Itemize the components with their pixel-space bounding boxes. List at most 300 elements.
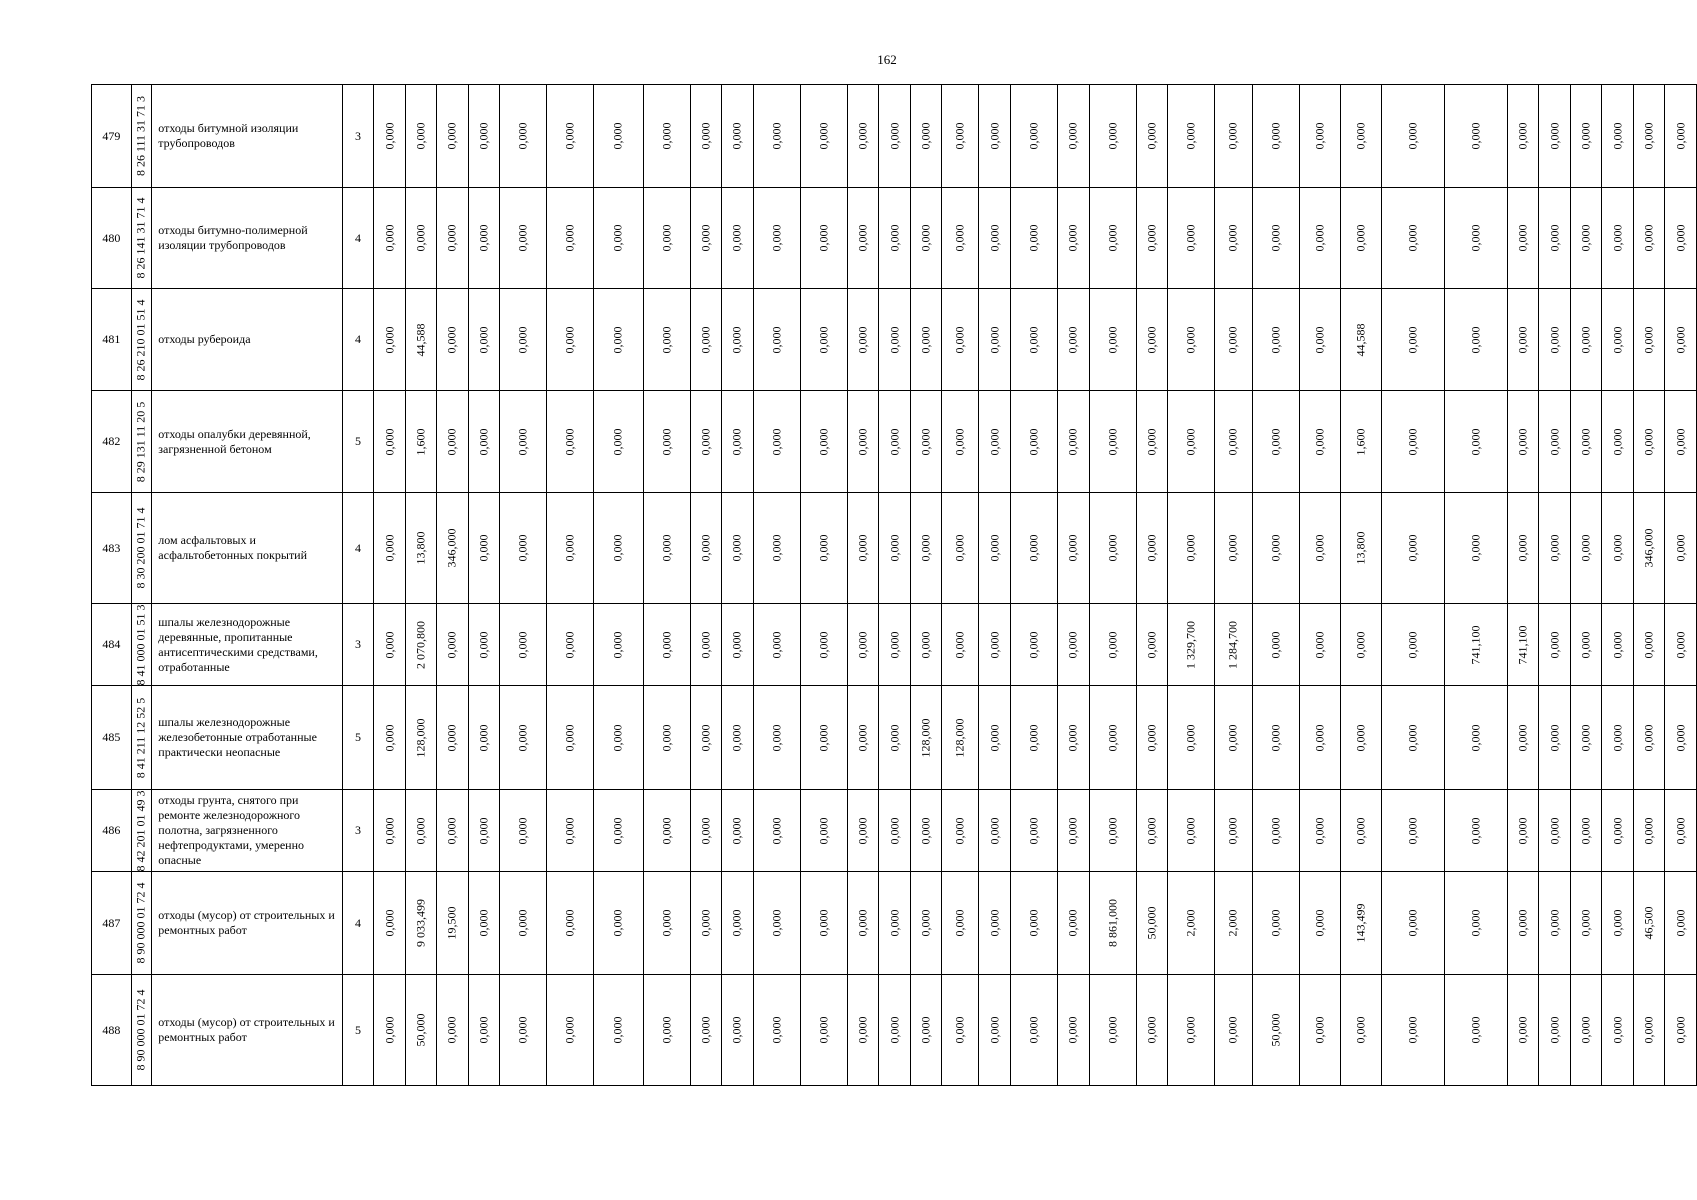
value-cell [979,686,1010,790]
value-text: 0,000 [1026,428,1041,455]
value-text: 0,000 [1547,724,1562,751]
value-text: 0,000 [1268,224,1283,252]
value-text: 0,000 [1673,326,1688,353]
value-text: 0,000 [610,122,625,150]
value-cell [1010,790,1057,872]
value-text: 0,000 [918,326,933,353]
value-cell [722,604,753,686]
value-cell [374,604,405,686]
value-text: 50,000 [1144,906,1159,940]
value-text: 0,000 [816,724,831,751]
value-cell [1299,493,1340,604]
value-cell [1445,790,1508,872]
value-text: 0,000 [769,326,784,353]
value-text: 0,000 [987,428,1002,455]
waste-code: 8 26 111 31 71 3 [133,95,148,177]
value-text: 0,000 [1515,428,1530,455]
value-text: 0,000 [1405,817,1420,844]
value-text: 0,000 [382,534,397,562]
value-text: 0,000 [1610,428,1625,455]
value-text: 0,000 [1515,724,1530,751]
value-text: 0,000 [1183,326,1198,353]
row-number: 483 [92,493,132,604]
value-text: 0,000 [887,631,901,658]
value-cell [1252,872,1299,975]
value-cell [405,391,436,493]
value-text: 0,000 [698,724,713,751]
value-text: 0,000 [1268,326,1283,353]
value-text: 0,000 [1225,817,1240,844]
value-cell [847,289,878,391]
value-text: 0,000 [1610,724,1625,751]
value-cell [547,289,594,391]
value-text: 0,000 [698,326,713,353]
value-cell [1341,975,1382,1086]
value-cell [437,289,468,391]
value-text: 0,000 [1578,224,1593,252]
row-number: 484 [92,604,132,686]
value-cell [753,790,800,872]
value-cell [1252,604,1299,686]
value-cell [1602,289,1633,391]
value-text: 0,000 [887,326,901,353]
value-text: 346,000 [444,528,459,568]
value-cell [979,188,1010,289]
value-cell [1215,872,1252,975]
value-text: 2,000 [1183,909,1198,937]
value-text: 0,000 [816,326,831,353]
value-text: 0,000 [1641,224,1656,252]
waste-code: 8 42 201 01 49 3 [133,790,148,871]
value-cell [547,391,594,493]
value-cell [1089,188,1136,289]
value-text: 0,000 [1225,224,1240,252]
value-cell [1665,872,1697,975]
value-cell [374,391,405,493]
value-cell [1252,686,1299,790]
value-text: 0,000 [444,724,459,751]
value-cell [879,289,910,391]
value-text: 0,000 [855,534,870,562]
value-text: 0,000 [1065,631,1080,658]
waste-code-cell [131,975,152,1086]
value-text: 0,000 [1578,122,1593,150]
value-text: 0,000 [1183,724,1198,751]
value-cell [800,85,847,188]
value-text: 0,000 [1105,631,1120,658]
value-text: 0,000 [855,122,870,150]
value-text: 0,000 [515,817,530,844]
value-cell [979,790,1010,872]
value-text: 0,000 [610,428,625,455]
value-text: 0,000 [1673,631,1688,658]
value-text: 0,000 [1468,817,1483,844]
value-text: 0,000 [610,724,625,751]
value-text: 0,000 [515,224,530,252]
value-text: 2 070,800 [413,620,428,669]
value-text: 0,000 [562,534,577,562]
waste-name: отходы рубероида [152,289,343,391]
row-number: 482 [92,391,132,493]
value-cell [374,289,405,391]
value-cell [1215,391,1252,493]
value-text: 0,000 [1515,817,1530,844]
value-cell [1010,686,1057,790]
table-row [92,493,1697,604]
value-text: 0,000 [987,724,1002,751]
value-cell [500,872,547,975]
table-row [92,289,1697,391]
value-text: 0,000 [918,428,933,455]
value-cell [1089,85,1136,188]
value-text: 0,000 [987,534,1002,562]
value-cell [910,872,941,975]
value-text: 0,000 [1547,122,1562,150]
value-cell [1136,686,1167,790]
value-text: 0,000 [1468,122,1483,150]
value-cell [1382,289,1445,391]
value-cell [1382,604,1445,686]
value-cell [1058,493,1089,604]
value-cell [1058,289,1089,391]
value-cell [1508,975,1539,1086]
value-cell [500,85,547,188]
value-text: 741,100 [1515,625,1530,664]
value-cell [1570,604,1601,686]
value-text: 0,000 [1225,122,1240,150]
value-text: 0,000 [769,631,784,658]
value-text: 0,000 [952,224,967,252]
value-cell [643,493,690,604]
value-cell [374,975,405,1086]
value-cell [1215,790,1252,872]
value-text: 0,000 [816,1016,831,1044]
value-text: 0,000 [476,326,491,353]
waste-code-cell [131,289,152,391]
value-cell [1382,872,1445,975]
value-text: 0,000 [887,724,901,751]
value-cell [1341,188,1382,289]
waste-name: отходы битумно-полимерной изоляции трубопроводов [152,188,343,289]
value-cell [1570,391,1601,493]
waste-code-cell [131,686,152,790]
value-cell [405,188,436,289]
row-number: 481 [92,289,132,391]
waste-name: лом асфальтовых и асфальтобетонных покрытий [152,493,343,604]
value-text: 0,000 [1641,428,1656,455]
waste-code: 8 90 000 01 72 4 [133,989,148,1071]
value-cell [643,790,690,872]
value-cell [643,289,690,391]
value-cell [1602,493,1633,604]
hazard-class: 5 [342,975,374,1086]
value-text: 0,000 [382,817,397,844]
value-cell [500,790,547,872]
value-cell [690,604,721,686]
hazard-class: 3 [342,604,374,686]
table-row [92,790,1697,872]
value-cell [468,188,499,289]
value-cell [800,872,847,975]
value-cell [1633,188,1664,289]
value-cell [1633,289,1664,391]
value-cell [1252,85,1299,188]
value-text: 0,000 [887,1016,901,1044]
value-text: 0,000 [1065,1016,1080,1044]
value-text: 0,000 [610,326,625,353]
value-cell [437,872,468,975]
value-cell [500,289,547,391]
value-text: 0,000 [1673,1016,1688,1044]
value-text: 0,000 [1026,1016,1041,1044]
value-cell [690,686,721,790]
value-cell [1136,493,1167,604]
value-text: 0,000 [1225,1016,1240,1044]
value-cell [468,604,499,686]
value-text: 0,000 [1673,817,1688,844]
value-text: 0,000 [887,122,901,150]
value-cell [1665,686,1697,790]
value-cell [1168,975,1215,1086]
value-text: 0,000 [1353,122,1368,150]
value-text: 0,000 [515,724,530,751]
value-text: 0,000 [1468,534,1483,562]
value-cell [753,604,800,686]
value-cell [374,686,405,790]
value-cell [1252,493,1299,604]
value-text: 19,500 [444,906,459,940]
value-cell [1633,790,1664,872]
value-text: 0,000 [413,817,428,844]
value-text: 9 033,499 [413,899,428,947]
value-text: 0,000 [1641,724,1656,751]
value-text: 0,000 [1578,534,1593,562]
waste-code: 8 26 141 31 71 4 [133,197,148,279]
value-text: 0,000 [816,909,831,937]
value-cell [1633,975,1664,1086]
value-text: 0,000 [1547,326,1562,353]
value-text: 0,000 [1353,631,1368,658]
value-cell [1058,188,1089,289]
value-text: 0,000 [1312,724,1327,751]
value-cell [1136,975,1167,1086]
value-cell [1058,790,1089,872]
value-text: 0,000 [382,428,397,455]
value-text: 0,000 [562,122,577,150]
value-cell [1508,493,1539,604]
value-text: 0,000 [1405,428,1420,455]
value-cell [643,686,690,790]
value-text: 0,000 [659,909,674,937]
value-cell [500,975,547,1086]
value-cell [1341,391,1382,493]
hazard-class: 3 [342,85,374,188]
value-text: 0,000 [918,224,933,252]
value-text: 0,000 [729,1016,744,1044]
value-cell [405,85,436,188]
value-cell [910,790,941,872]
value-cell [847,686,878,790]
value-cell [942,188,979,289]
value-cell [800,790,847,872]
table-row [92,686,1697,790]
value-text: 0,000 [887,224,901,252]
value-text: 44,588 [413,323,428,356]
value-cell [1341,872,1382,975]
value-cell [547,790,594,872]
waste-code-cell [131,493,152,604]
value-cell [1299,289,1340,391]
value-text: 0,000 [1144,122,1159,150]
value-text: 0,000 [1144,224,1159,252]
value-cell [1058,604,1089,686]
value-text: 0,000 [1578,631,1593,658]
value-text: 0,000 [816,631,831,658]
value-cell [1633,493,1664,604]
value-text: 0,000 [1144,631,1159,658]
value-text: 0,000 [382,326,397,353]
value-cell [879,391,910,493]
value-cell [468,289,499,391]
value-cell [1382,188,1445,289]
value-text: 0,000 [476,1016,491,1044]
value-text: 0,000 [1065,326,1080,353]
value-cell [942,604,979,686]
value-cell [1299,872,1340,975]
value-text: 346,000 [1641,528,1656,568]
value-cell [1508,604,1539,686]
value-cell [879,790,910,872]
value-text: 0,000 [855,326,870,353]
row-number: 480 [92,188,132,289]
value-text: 0,000 [1026,631,1041,658]
value-cell [1508,85,1539,188]
value-cell [1341,493,1382,604]
value-cell [374,872,405,975]
value-cell [690,85,721,188]
value-text: 0,000 [855,428,870,455]
value-cell [1445,872,1508,975]
value-text: 50,000 [413,1013,428,1047]
value-cell [1341,289,1382,391]
value-cell [468,391,499,493]
value-cell [722,188,753,289]
value-text: 0,000 [698,817,713,844]
value-cell [1341,604,1382,686]
value-text: 0,000 [816,224,831,252]
value-cell [643,85,690,188]
value-cell [879,604,910,686]
value-cell [979,975,1010,1086]
value-text: 0,000 [1225,428,1240,455]
value-text: 0,000 [1353,724,1368,751]
value-text: 0,000 [659,1016,674,1044]
row-number: 487 [92,872,132,975]
value-text: 0,000 [659,428,674,455]
value-cell [1570,790,1601,872]
value-text: 0,000 [855,817,870,844]
value-text: 0,000 [729,224,744,252]
value-cell [690,391,721,493]
value-text: 0,000 [1065,122,1080,150]
value-cell [1010,391,1057,493]
value-text: 0,000 [1405,326,1420,353]
hazard-class: 3 [342,790,374,872]
value-cell [547,188,594,289]
value-text: 0,000 [1268,724,1283,751]
waste-code-cell [131,604,152,686]
value-text: 0,000 [659,122,674,150]
value-text: 0,000 [562,326,577,353]
value-cell [1299,975,1340,1086]
value-cell [722,686,753,790]
value-text: 0,000 [1547,909,1562,937]
value-cell [1633,85,1664,188]
value-cell [1665,790,1697,872]
waste-name: шпалы железнодорожные железобетонные отработанные практически неопасные [152,686,343,790]
value-text: 0,000 [1578,428,1593,455]
value-text: 44,588 [1353,323,1368,356]
value-cell [405,289,436,391]
value-cell [847,790,878,872]
value-text: 0,000 [769,817,784,844]
value-text: 0,000 [1610,1016,1625,1044]
value-text: 143,499 [1353,903,1368,943]
value-cell [1168,790,1215,872]
table-row [92,604,1697,686]
hazard-class: 4 [342,289,374,391]
value-cell [1633,686,1664,790]
value-cell [594,493,643,604]
value-cell [500,391,547,493]
waste-code: 8 29 131 11 20 5 [133,401,148,482]
value-text: 0,000 [729,428,744,455]
value-text: 0,000 [1268,631,1283,658]
value-text: 0,000 [952,122,967,150]
value-cell [468,493,499,604]
value-cell [1633,872,1664,975]
value-cell [1602,686,1633,790]
value-cell [879,85,910,188]
value-text: 128,000 [918,718,933,757]
value-cell [1341,790,1382,872]
value-cell [1445,289,1508,391]
value-cell [1168,391,1215,493]
waste-code: 8 26 210 01 51 4 [133,299,148,380]
value-text: 0,000 [382,909,397,937]
value-text: 0,000 [444,631,459,658]
value-cell [722,790,753,872]
value-cell [690,493,721,604]
value-text: 0,000 [1610,631,1625,658]
row-number: 486 [92,790,132,872]
value-text: 0,000 [1547,631,1562,658]
value-cell [437,85,468,188]
value-text: 0,000 [1144,534,1159,562]
value-cell [979,85,1010,188]
value-text: 0,000 [1312,122,1327,150]
value-text: 0,000 [1144,817,1159,844]
value-cell [1665,289,1697,391]
value-cell [1570,975,1601,1086]
waste-name: отходы опалубки деревянной, загрязненной бетоном [152,391,343,493]
value-text: 13,800 [1353,531,1368,565]
value-text: 128,000 [413,718,428,757]
value-cell [1602,790,1633,872]
value-cell [753,289,800,391]
value-text: 0,000 [1578,909,1593,937]
value-cell [1602,391,1633,493]
